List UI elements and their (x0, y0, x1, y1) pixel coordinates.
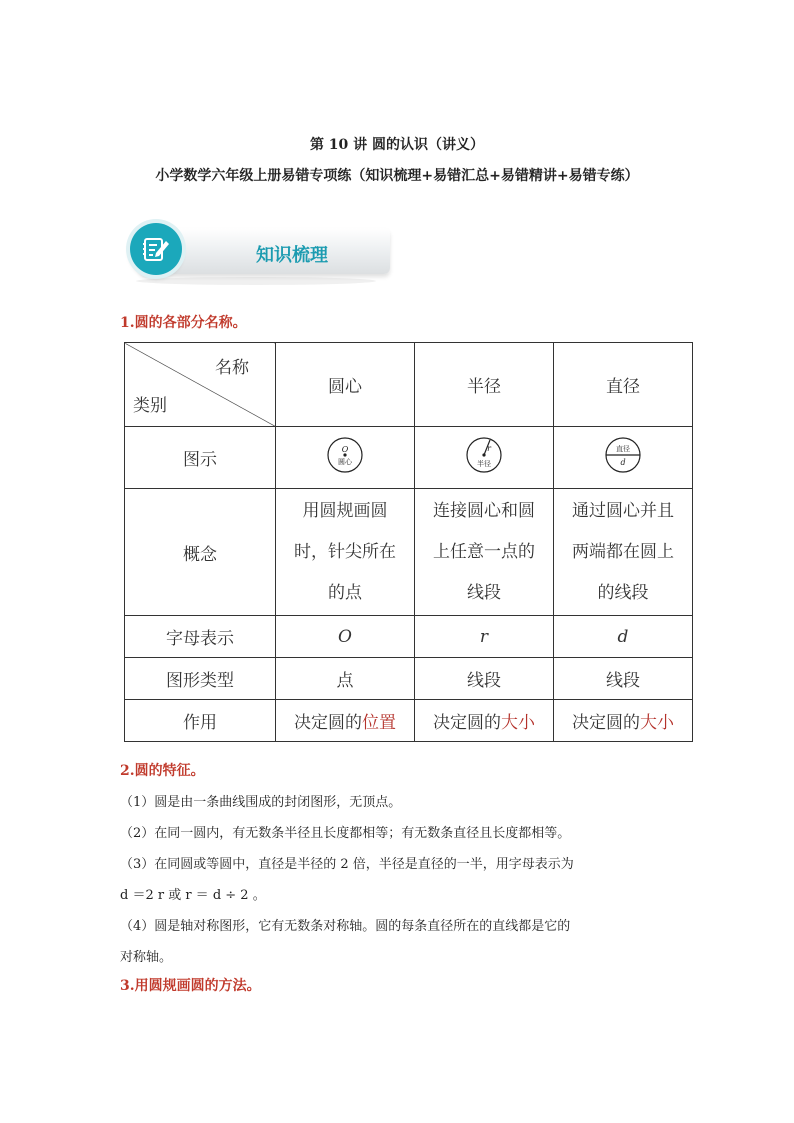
feature-line: （2）在同一圆内，有无数条半径且长度都相等；有无数条直径且长度都相等。 (120, 826, 571, 841)
letter-cell-diameter: d (554, 616, 693, 658)
circle-radius-diagram (464, 435, 504, 475)
table-row-figure (125, 427, 693, 489)
use-cell-center (276, 700, 415, 742)
circle-diameter-diagram (603, 435, 643, 475)
concept-line: 用圆规画圆 (302, 500, 388, 521)
table-row-use (125, 700, 693, 742)
figure-cell-center (276, 427, 415, 489)
corner-label-category: 类别 (133, 396, 167, 416)
feature-line: （3）在同圆或等圆中，直径是半径的 2 倍，半径是直径的一半，用字母表示为 (120, 857, 574, 872)
use-cell-radius (415, 700, 554, 742)
circle-parts-table (124, 342, 693, 742)
concept-line: 的线段 (597, 582, 649, 603)
table-row-letter (125, 616, 693, 658)
section-banner (122, 225, 390, 285)
feature-line: （1）圆是由一条曲线围成的封闭图形，无顶点。 (120, 795, 402, 810)
row-label-letter: 字母表示 (125, 616, 276, 658)
type-cell-center: 点 (276, 658, 415, 700)
figure-center-caption: 圆心 (338, 458, 352, 466)
use-cell-diameter (554, 700, 693, 742)
figure-cell-diameter (554, 427, 693, 489)
page-title: 第 10 讲 圆的认识（讲义） (309, 137, 485, 153)
column-header-diameter: 直径 (554, 343, 693, 427)
banner-shadow (136, 277, 376, 285)
concept-cell-radius (415, 489, 554, 616)
figure-diameter-caption: 直径 (616, 445, 630, 453)
row-label-concept: 概念 (125, 489, 276, 616)
section-heading-features: 2.圆的特征。 (120, 763, 205, 779)
section-heading-compass: 3.用圆规画圆的方法。 (120, 978, 261, 994)
feature-line: 对称轴。 (120, 950, 173, 965)
corner-label-name: 名称 (215, 358, 249, 378)
letter-cell-radius: r (415, 616, 554, 658)
row-label-type: 图形类型 (125, 658, 276, 700)
concept-line: 上任意一点的 (433, 541, 535, 562)
use-prefix: 决定圆的 (294, 713, 362, 733)
concept-line: 两端都在圆上 (572, 541, 674, 562)
use-highlight: 位置 (362, 713, 396, 733)
table-row-concept (125, 489, 693, 616)
banner-label: 知识梳理 (256, 245, 328, 266)
column-header-center: 圆心 (276, 343, 415, 427)
feature-line: （4）圆是轴对称图形，它有无数条对称轴。圆的每条直径所在的直线都是它的 (120, 919, 571, 934)
table-row-type (125, 658, 693, 700)
use-highlight: 大小 (640, 713, 674, 733)
feature-line: d ＝2 r 或 r ＝ d ÷ 2 。 (120, 888, 266, 903)
section-heading-parts: 1.圆的各部分名称。 (120, 315, 247, 331)
banner-badge (130, 223, 182, 275)
row-label-use: 作用 (125, 700, 276, 742)
concept-line: 通过圆心并且 (572, 500, 674, 521)
letter-cell-center: O (276, 616, 415, 658)
concept-line: 时，针尖所在 (294, 541, 396, 562)
table-corner-cell (125, 343, 276, 427)
circle-center-diagram (325, 435, 365, 475)
figure-radius-caption: 半径 (477, 460, 491, 468)
page-subtitle: 小学数学六年级上册易错专项练（知识梳理+易错汇总+易错精讲+易错专练） (155, 168, 639, 184)
use-prefix: 决定圆的 (572, 713, 640, 733)
figure-diameter-letter: d (620, 458, 626, 467)
concept-cell-diameter (554, 489, 693, 616)
figure-cell-radius (415, 427, 554, 489)
row-label-figure: 图示 (125, 427, 276, 489)
notebook-pen-icon (142, 235, 170, 263)
figure-radius-letter: r (487, 444, 491, 453)
type-cell-radius: 线段 (415, 658, 554, 700)
type-cell-diameter: 线段 (554, 658, 693, 700)
use-prefix: 决定圆的 (433, 713, 501, 733)
concept-line: 连接圆心和圆 (433, 500, 535, 521)
concept-cell-center (276, 489, 415, 616)
figure-center-letter: O (341, 445, 349, 454)
use-highlight: 大小 (501, 713, 535, 733)
column-header-radius: 半径 (415, 343, 554, 427)
concept-line: 线段 (467, 582, 501, 603)
table-header-row (125, 343, 693, 427)
concept-line: 的点 (328, 582, 362, 603)
